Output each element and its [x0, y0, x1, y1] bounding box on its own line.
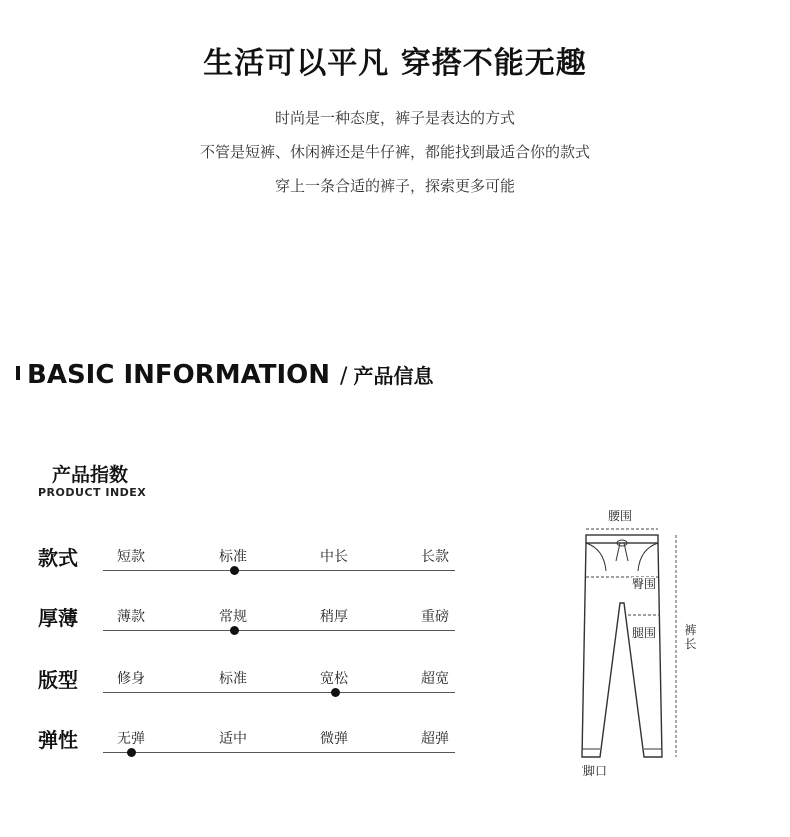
attribute-option: 修身: [117, 671, 145, 687]
attribute-selected-marker: [230, 626, 239, 635]
attribute-scale-line: [103, 630, 455, 631]
attribute-option: 稍厚: [320, 609, 348, 625]
attribute-row: [0, 602, 470, 642]
attribute-selected-marker: [331, 688, 340, 697]
attribute-label: 弹性: [38, 728, 78, 752]
length-label: 裤长: [684, 623, 697, 651]
hem-label: 脚口: [583, 764, 608, 778]
attribute-label: 版型: [38, 668, 78, 692]
attribute-row: [0, 724, 470, 764]
pocket-right: [638, 543, 658, 571]
attribute-option: 宽松: [320, 671, 348, 687]
intro-line: 不管是短裤、休闲裤还是牛仔裤，都能找到最适合你的款式: [199, 143, 590, 161]
attribute-option: 无弹: [117, 731, 145, 747]
attribute-option: 标准: [219, 671, 247, 687]
attribute-option: 适中: [219, 731, 247, 747]
attribute-selected-marker: [230, 566, 239, 575]
intro-line: 穿上一条合适的裤子，探索更多可能: [274, 177, 515, 195]
headline: 生活可以平凡 穿搭不能无趣: [203, 46, 587, 81]
thigh-label: 腿围: [632, 626, 657, 640]
attribute-row: [0, 542, 470, 582]
attribute-scale-line: [103, 752, 455, 753]
attribute-option: 常规: [219, 609, 247, 625]
attribute-option: 微弹: [320, 731, 348, 747]
pants-size-diagram: [570, 505, 690, 785]
attribute-label: 款式: [38, 546, 78, 570]
pants-outline: [582, 543, 662, 757]
attribute-option: 标准: [219, 549, 247, 565]
attribute-option: 超宽: [421, 671, 449, 687]
attribute-scale-line: [103, 692, 455, 693]
section-title-en: BASIC INFORMATION: [27, 360, 331, 390]
attribute-option: 长款: [421, 549, 449, 565]
product-index-title: 产品指数: [52, 464, 129, 486]
attribute-scale-line: [103, 570, 455, 571]
section-title-slash: /: [340, 364, 348, 389]
attribute-label: 厚薄: [38, 606, 78, 630]
hip-label: 臀围: [632, 577, 657, 591]
waistband-shape: [586, 535, 658, 543]
product-index-subtitle: PRODUCT INDEX: [38, 486, 147, 499]
section-marker: [16, 366, 20, 380]
attribute-selected-marker: [127, 748, 136, 757]
waist-label: 腰围: [608, 509, 633, 523]
pocket-left: [586, 543, 606, 571]
section-title: [27, 360, 433, 390]
section-title-zh: 产品信息: [353, 364, 434, 388]
intro-line: 时尚是一种态度，裤子是表达的方式: [274, 109, 515, 127]
attribute-option: 超弹: [421, 731, 449, 747]
attribute-option: 重磅: [421, 609, 449, 625]
intro-text: [0, 108, 790, 210]
attribute-option: 中长: [320, 549, 348, 565]
attribute-row: [0, 664, 470, 704]
attribute-option: 薄款: [117, 609, 145, 625]
attribute-option: 短款: [117, 549, 145, 565]
